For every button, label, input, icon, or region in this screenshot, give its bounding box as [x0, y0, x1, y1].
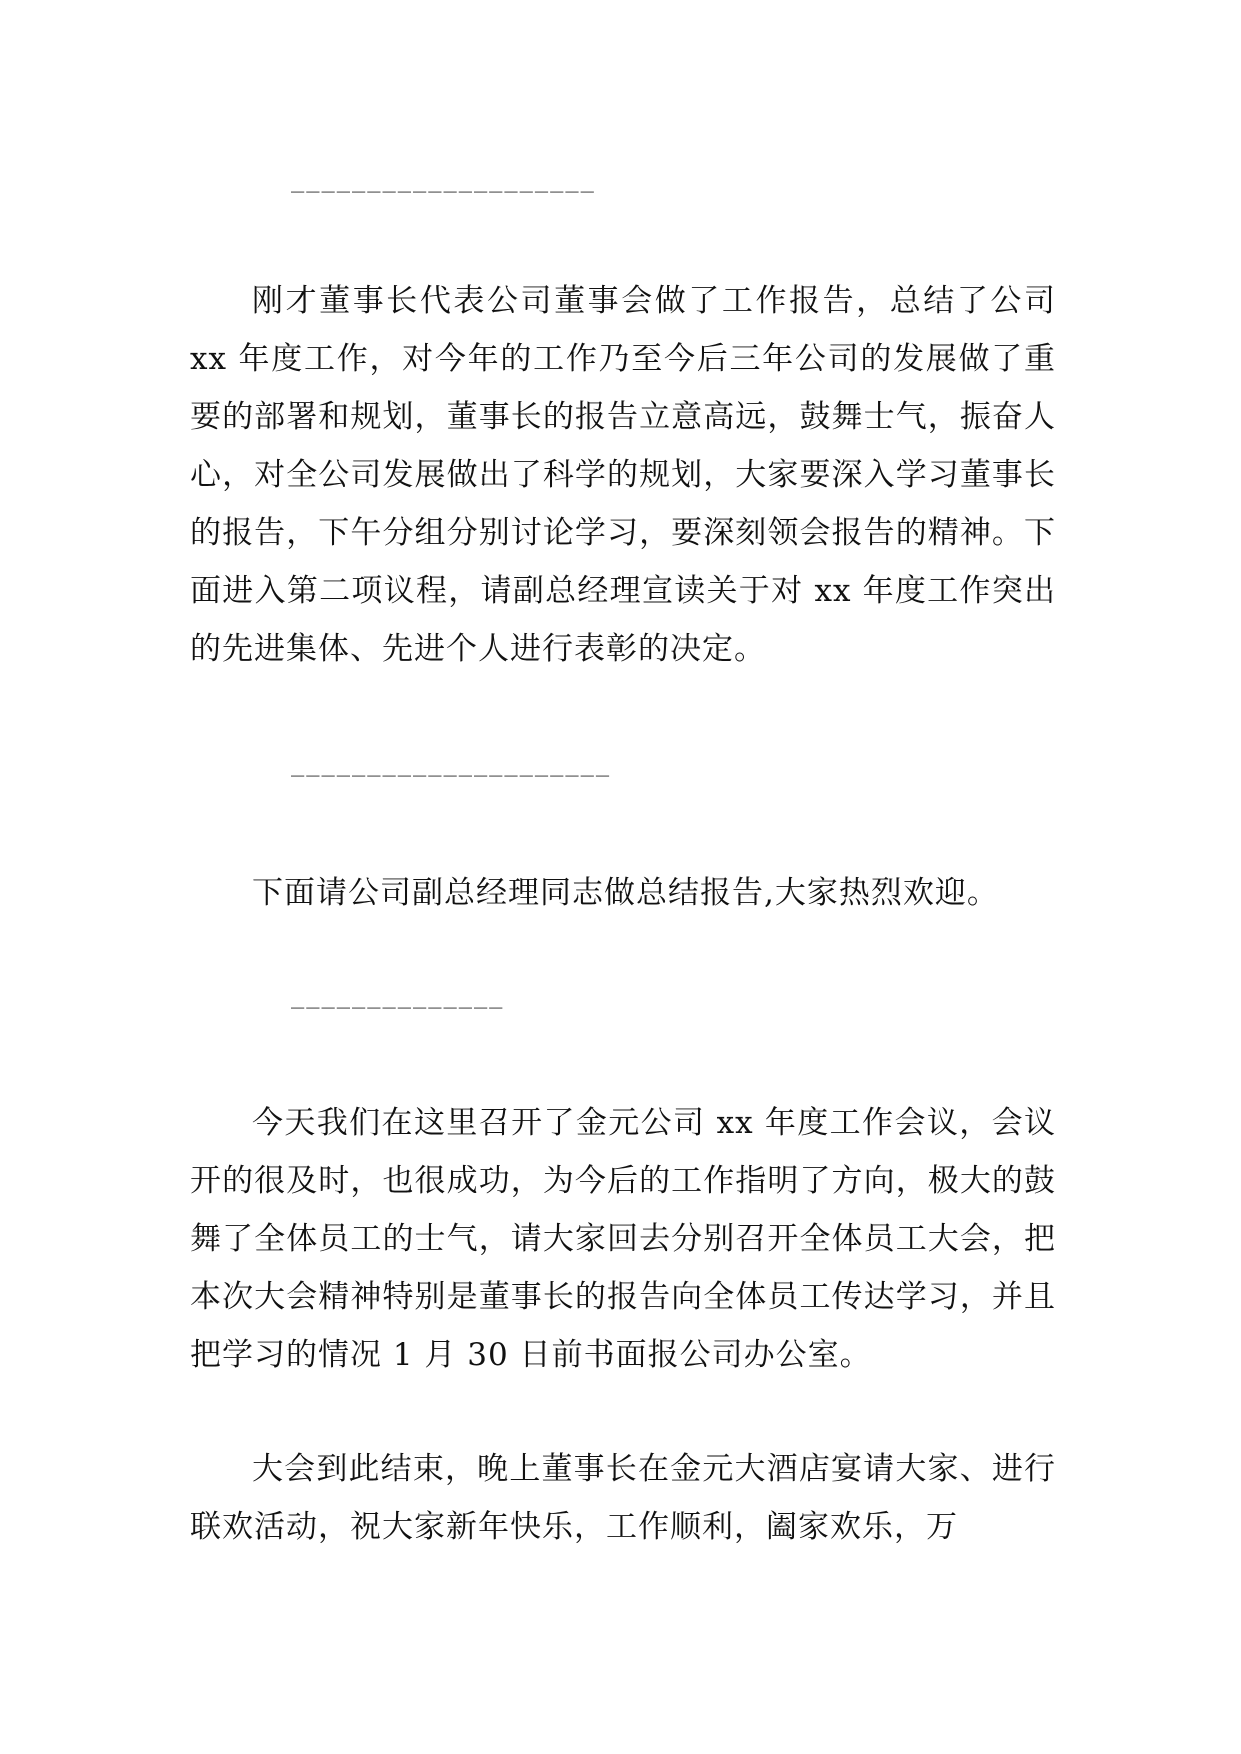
paragraph-closing: 大会到此结束，晚上董事长在金元大酒店宴请大家、进行联欢活动，祝大家新年快乐，工作顺利，阖家欢乐，万	[190, 1451, 1056, 1545]
paragraph-summary-invite: 下面请公司副总经理同志做总结报告,大家热烈欢迎。	[252, 875, 999, 911]
paragraph-meeting-conclusion: 今天我们在这里召开了金元公司 xx 年度工作会议，会议开的很及时，也很成功，为今后的工作指明了方向，极大的鼓舞了全体员工的士气，请大家回去分别召开全体员工大会，把本次大会精神特别是董事长的报告向全体员工传达学习，并且把学习的情况 1 月 30 日前书面报公司办公室。	[190, 1105, 1056, 1373]
divider-line: ____________________	[291, 168, 596, 193]
paragraph-board-report: 刚才董事长代表公司董事会做了工作报告，总结了公司 xx 年度工作，对今年的工作乃至今后三年公司的发展做了重要的部署和规划，董事长的报告立意高远，鼓舞士气，振奋人心，对全公司发展做出了科学的规划，大家要深入学习董事长的报告，下午分组分别讨论学习，要深刻领会报告的精神。下面进入第二项议程，请副总经理宣读关于对 xx 年度工作突出的先进集体、先进个人进行表彰的决定。	[190, 283, 1056, 667]
divider-line: _____________________	[291, 752, 612, 777]
divider-line: ______________	[291, 984, 505, 1009]
